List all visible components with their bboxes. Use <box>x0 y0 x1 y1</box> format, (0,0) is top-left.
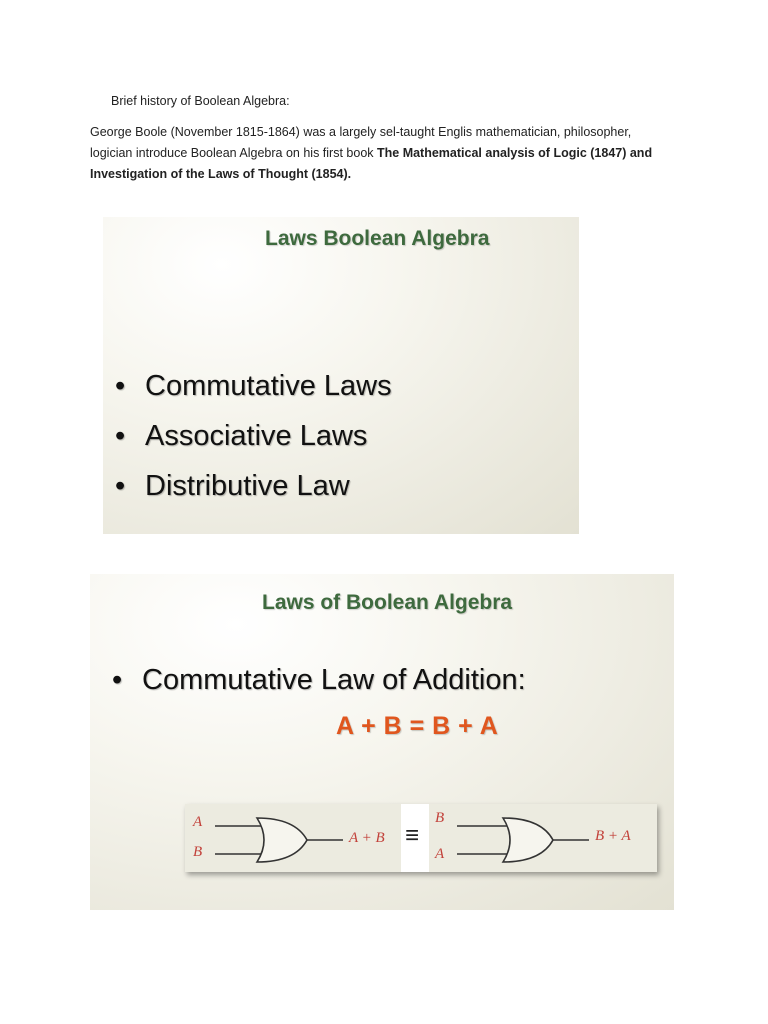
slide-title: Laws Boolean Algebra <box>265 227 490 250</box>
gate-drawing <box>185 804 657 872</box>
bullet-text: Commutative Laws <box>145 370 392 402</box>
law-text: Commutative Law of Addition: <box>142 664 526 696</box>
list-item <box>115 361 392 411</box>
bullet-icon: • <box>115 370 126 402</box>
paragraph-line-2: logician introduce Boolean Algebra on his first book <box>90 146 377 160</box>
or-gate-left-icon <box>215 818 343 862</box>
gate-input-a: A <box>193 814 203 830</box>
gate-input-b-right: B <box>435 810 445 826</box>
slide-commutative-addition <box>90 574 674 910</box>
equation: A + B = B + A <box>336 712 499 740</box>
bullet-text: Associative Laws <box>145 420 368 452</box>
bullet-icon: • <box>115 420 126 452</box>
or-gate-diagram <box>185 804 657 872</box>
history-paragraph <box>90 122 680 185</box>
list-item <box>115 411 392 461</box>
bullet-icon: • <box>115 470 126 502</box>
section-heading: Brief history of Boolean Algebra: <box>111 94 290 108</box>
gate-output-right: B + A <box>595 828 631 844</box>
gate-input-b: B <box>193 844 203 860</box>
bullet-text: Distributive Law <box>145 470 350 502</box>
gate-output-left: A + B <box>349 830 385 846</box>
slide-title: Laws of Boolean Algebra <box>262 591 513 614</box>
or-gate-right-icon <box>457 818 589 862</box>
law-statement <box>112 664 526 697</box>
book-title-1: The Mathematical analysis of Logic (1847) and <box>377 146 653 160</box>
bullet-icon: • <box>112 664 123 696</box>
list-item <box>115 461 392 511</box>
paragraph-line-1: George Boole (November 1815-1864) was a largely sel-taught Englis mathematician, philosopher, <box>90 125 632 139</box>
equivalence-icon: ≡ <box>405 822 420 849</box>
laws-list <box>115 361 392 511</box>
book-title-2: Investigation of the Laws of Thought (1854). <box>90 167 352 181</box>
gate-input-a-right: A <box>435 846 445 862</box>
slide-laws-overview <box>103 217 579 534</box>
